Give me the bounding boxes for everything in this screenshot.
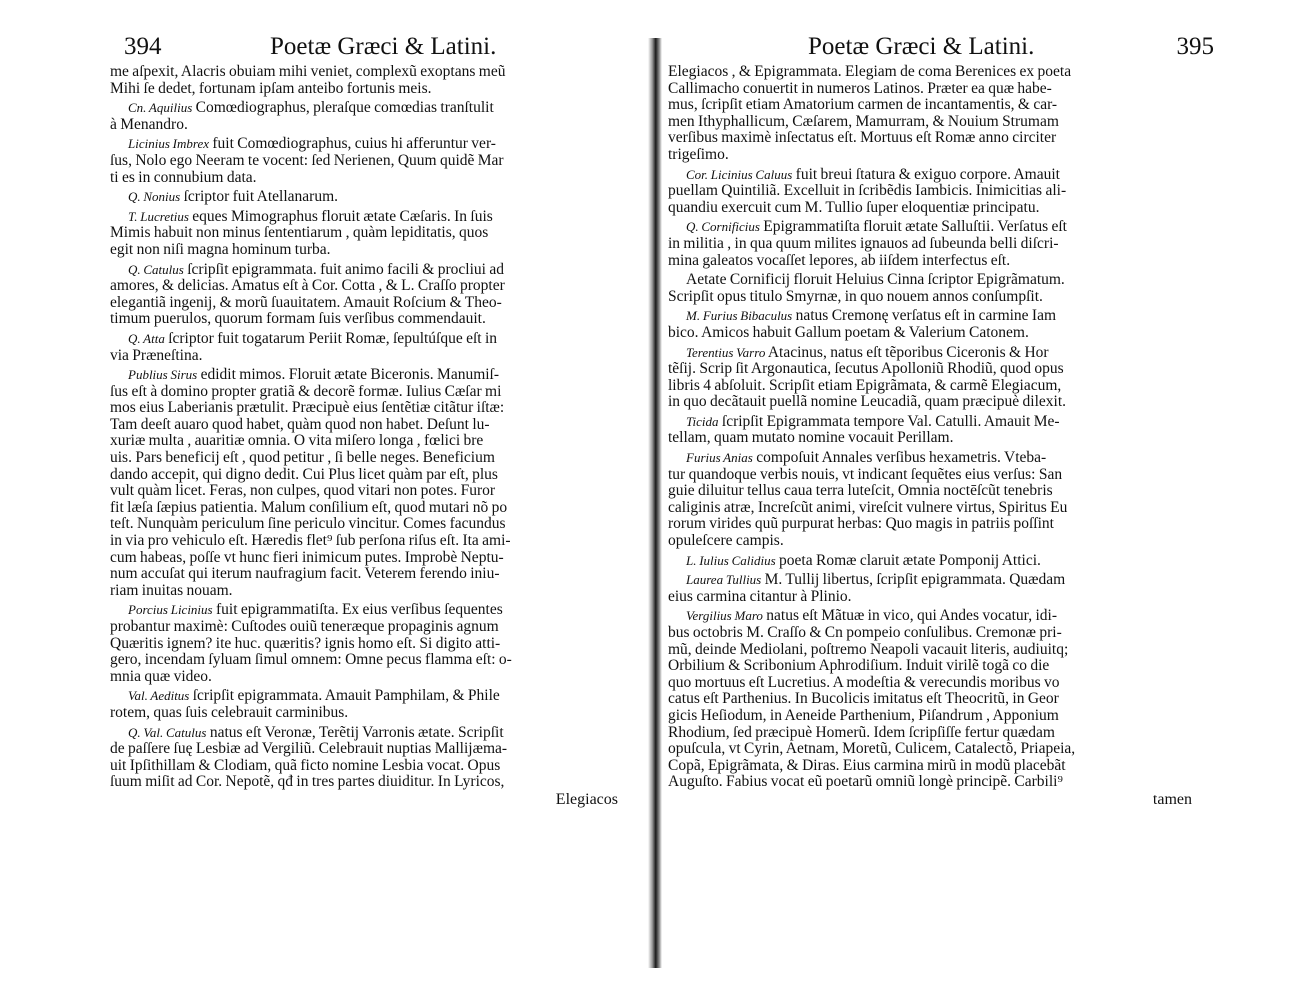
text-line [668, 200, 1214, 217]
text-line [668, 675, 1214, 692]
text-line [110, 170, 638, 187]
author-name: Val. Aeditus [128, 688, 190, 704]
text-line [668, 253, 1214, 270]
text-line [110, 652, 638, 669]
line-text: puellam Quintiliã. Excelluit in ſcribẽdis Iambicis. Inimicitias ali- [668, 182, 1067, 200]
author-name: Licinius Imbrex [128, 136, 209, 152]
line-text: tẽſij. Scrip ſit Argonautica, ſecutus Apolloniũ Rhodiũ, quod opus [668, 360, 1064, 378]
author-name: Laurea Tullius [686, 572, 762, 588]
line-text: ſcriptor fuit togatarum Periit Romæ, ſepultúſque eſt in [168, 329, 498, 347]
line-text: ſuum miſit ad Cor. Nepotẽ, qđ in tres partes diuiditur. In Lyricos, [110, 773, 505, 791]
text-line [110, 583, 638, 600]
text-line [110, 278, 638, 295]
author-name: Q. Val. Catulus [128, 724, 207, 740]
text-line [668, 430, 1214, 447]
right-page-text [668, 64, 1214, 791]
entry-paragraph [668, 64, 1214, 164]
text-line [668, 272, 1214, 289]
line-text: Callimacho conuertit in numeros Latinos. Præter ea quæ habe- [668, 79, 1052, 97]
text-line [668, 533, 1214, 550]
text-line [668, 130, 1214, 147]
text-line [110, 433, 638, 450]
book-gutter [648, 38, 662, 968]
text-line [110, 483, 638, 500]
line-text: riam inuitas nouam. [110, 581, 233, 599]
author-name: Furius Anias [686, 450, 753, 466]
text-line [668, 691, 1214, 708]
text-line [668, 64, 1214, 81]
line-text: probantur maximè: Cuſtodes ouiũ teneræque propaginis agnum [110, 618, 499, 635]
line-text: mus, ſcripſit etiam Amatorium carmen de incantamentis, & car- [668, 96, 1058, 114]
line-text: Mihi ſe dedet, fortunam ipſam anteibo fortunis meis. [110, 79, 432, 97]
text-line [668, 308, 1214, 325]
line-text: eques Mimographus floruit ætate Cæſaris. In ſuis [192, 207, 493, 225]
text-line [668, 516, 1214, 533]
text-line [668, 114, 1214, 131]
text-line [110, 619, 638, 636]
text-line [110, 311, 638, 328]
author-name: T. Lucretius [128, 208, 189, 224]
line-text: edidit mimos. Floruit ætate Biceronis. Manumiſ- [200, 366, 500, 384]
author-name: Cn. Aquilius [128, 100, 193, 116]
text-line [110, 384, 638, 401]
text-line [668, 345, 1214, 362]
right-page [664, 0, 1314, 1000]
entry-paragraph [668, 608, 1214, 791]
line-text: ſcripſit Epigrammata tempore Val. Catulli. Amauit Me- [721, 412, 1060, 430]
line-text: ſcripſit epigrammata. Amauit Pamphilam, & Phile [192, 687, 500, 705]
line-text: fuit Comœdiographus, cuius hi afferuntur ver- [212, 135, 496, 153]
text-line [110, 516, 638, 533]
text-line [110, 100, 638, 117]
text-line [668, 450, 1214, 467]
line-text: ſcripſit epigrammata. fuit animo facili & procliui ad [187, 260, 504, 278]
line-text: uis. Pars beneficij eſt , quod petitur , ſi belle neges. Beneficium [110, 449, 495, 467]
left-page-header [110, 30, 638, 64]
text-line [668, 167, 1214, 184]
text-line [110, 331, 638, 348]
line-text: vult quàm licet. Feras, non culpes, quod vitari non potes. Furor [110, 482, 496, 500]
line-text: num accuſat qui iterum naufragium facit. Veterem ferendo iniu- [110, 565, 500, 583]
line-text: Copã, Epigrãmata, & Diras. Eius carmina mirũ in modũ placebãt [668, 756, 1066, 774]
line-text: Scripſit opus titulo Smyrnæ, in quo nouem annos conſumpſit. [668, 287, 1043, 305]
line-text: ti es in connubium data. [110, 168, 257, 186]
line-text: poeta Romæ claruit ætate Pomponij Attici. [779, 551, 1041, 569]
text-line [668, 625, 1214, 642]
line-text: bus octobris M. Craſſo & Cn pompeio conſulibus. Cremonæ pri- [668, 624, 1062, 641]
line-text: xuriæ multa , auaritiæ omnia. O vita miſero longa , fœlici bre [110, 432, 484, 450]
line-text: in quo decãtauit puellã nomine Leucadiã, quam præcipuè dilexit. [668, 393, 1067, 411]
text-line [668, 394, 1214, 411]
line-text: teſt. Nunquàm periculum ſine periculo vincitur. Comes facundus [110, 515, 506, 533]
text-line [110, 550, 638, 567]
line-text: uit Ipſithillam & Clodiam, quã ficto nomine Lesbia vocat. Opus [110, 756, 501, 774]
text-line [110, 209, 638, 226]
line-text: catus eſt Parthenius. In Bucolicis imitatus eſt Theocritũ, in Geor [668, 690, 1059, 708]
line-text: quo mortuus eſt Lucretius. A modeſtia & verecundis moribus vo [668, 673, 1060, 691]
text-line [668, 608, 1214, 625]
entry-paragraph [110, 602, 638, 685]
text-line [110, 688, 638, 705]
line-text: mos eius Laberianis prætulit. Præcipuè eius ſentẽtiæ citãtur iſtæ: [110, 399, 505, 417]
text-line [110, 669, 638, 686]
line-text: fuit epigrammatiſta. Ex eius verſibus ſequentes [215, 601, 503, 619]
line-text: libris 4 abſoluit. Scripſit etiam Epigrãmata, & carmẽ Elegiacum, [668, 376, 1062, 394]
text-line [110, 153, 638, 170]
right-page-header [668, 30, 1214, 64]
text-line [110, 242, 638, 259]
text-line [110, 725, 638, 742]
author-name: Q. Cornificius [686, 219, 760, 235]
entry-paragraph [668, 553, 1214, 570]
text-line [110, 705, 638, 722]
text-line [668, 289, 1214, 306]
entry-paragraph [110, 136, 638, 186]
author-name: Publius Sirus [128, 367, 198, 383]
author-name: Q. Catulus [128, 261, 184, 277]
line-text: ſus, Nolo ego Neeram te vocent: ſed Nerienen, Quum quidẽ Mar [110, 151, 504, 169]
text-line [668, 553, 1214, 570]
line-text: Rhodium, ſed præcipuè Homerũ. Idem ſcripſiſſe fertur quædam [668, 723, 1055, 741]
text-line [668, 183, 1214, 200]
text-line [110, 774, 638, 791]
running-head: Poetæ Græci & Latini. [808, 33, 1035, 60]
entry-paragraph [668, 219, 1214, 269]
entry-paragraph [110, 100, 638, 133]
author-name: Q. Nonius [128, 189, 181, 205]
line-text: Quæritis ignem? ite huc. quæritis? ignis homo eſt. Si digito atti- [110, 634, 501, 652]
line-text: fit læſa ſæpius patientia. Malum conſilium eſt, quod mutari nõ po [110, 498, 508, 516]
text-line [110, 64, 638, 81]
line-text: guie diluitur tellus caua terra luteſcit, Omnia noctēſcũt tenebris [668, 482, 1053, 500]
line-text: natus eſt Veronæ, Terẽtij Varronis ætate. Scripſit [209, 723, 504, 741]
author-name: Q. Atta [128, 330, 165, 346]
line-text: tellam, quam mutato nomine vocauit Perillam. [668, 429, 954, 447]
text-line [668, 483, 1214, 500]
line-text: cum habeas, poſſe vt hunc fieri inimicum putes. Improbè Neptu- [110, 548, 504, 566]
text-line [110, 81, 638, 98]
catchword: tamen [1152, 790, 1192, 808]
text-line [668, 414, 1214, 431]
text-line [110, 500, 638, 517]
line-text: Aetate Cornificij floruit Heluius Cinna ſcriptor Epigrãmatum. [686, 271, 1065, 289]
text-line [668, 467, 1214, 484]
text-line [110, 225, 638, 242]
text-line [110, 602, 638, 619]
text-line [110, 136, 638, 153]
text-line [668, 325, 1214, 342]
line-text: amores, & delicias. Amatus eſt à Cor. Cotta , & L. Craſſo propter [110, 277, 505, 295]
line-text: caliginis atræ, Increſcũt animi, vireſcit vulnere virtus, Spiritus Eu [668, 498, 1068, 516]
entry-paragraph [668, 167, 1214, 217]
text-line [668, 500, 1214, 517]
text-line [110, 348, 638, 365]
line-text: compoſuit Annales verſibus hexametris. Vteba- [756, 449, 1047, 467]
text-line [668, 758, 1214, 775]
line-text: rotem, quas ſuis celebrauit carminibus. [110, 703, 349, 721]
entry-paragraph [110, 688, 638, 721]
entry-paragraph [110, 725, 638, 791]
line-text: natus eſt Mãtuæ in vico, qui Andes vocatur, idi- [766, 607, 1057, 625]
text-line [668, 741, 1214, 758]
catchword: Elegiacos [555, 790, 618, 808]
line-text: in via pro vehiculo eſt. Hæredis flet⁹ ſub perſona riſus eſt. Ita ami- [110, 532, 511, 550]
line-text: fuit breui ſtatura & exiguo corpore. Amauit [795, 165, 1060, 183]
text-line [110, 367, 638, 384]
page-number: 395 [1176, 33, 1214, 60]
author-name: Porcius Licinius [128, 602, 213, 618]
line-text: men Ithyphallicum, Cæſarem, Mamurram, & Nouium Strumam [668, 112, 1059, 130]
text-line [668, 219, 1214, 236]
line-text: ſus eſt à domino propter gratiã & decorẽ formæ. Iulius Cæſar mi [110, 382, 502, 400]
line-text: rorum virides quũ purpurat herbas: Quo magis in patriis poſſint [668, 515, 1054, 533]
line-text: ſcriptor fuit Atellanarum. [183, 188, 338, 206]
left-page-text [110, 64, 638, 791]
line-text: à Menandro. [110, 115, 188, 133]
entry-paragraph [668, 308, 1214, 341]
page-number: 394 [124, 33, 162, 60]
entry-paragraph [110, 331, 638, 364]
line-text: mina galeatos vocaſſet lepores, ab iiſdem interfectus eſt. [668, 251, 1011, 269]
text-line [668, 361, 1214, 378]
line-text: mnia quæ video. [110, 667, 212, 685]
entry-paragraph [668, 450, 1214, 550]
entry-paragraph [110, 209, 638, 259]
entry-paragraph [668, 414, 1214, 447]
text-line [668, 642, 1214, 659]
line-text: Atacinus, natus eſt tẽporibus Ciceronis & Hor [767, 343, 1049, 361]
line-text: Auguſto. Fabius vocat eũ poetarũ omniũ longè principẽ. Carbili⁹ [668, 773, 1063, 791]
text-line [110, 400, 638, 417]
line-text: Elegiacos , & Epigrammata. Elegiam de coma Berenices ex poeta [668, 63, 1072, 80]
text-line [668, 725, 1214, 742]
author-name: Cor. Licinius Caluus [686, 166, 793, 182]
text-line [110, 566, 638, 583]
text-line [668, 236, 1214, 253]
line-text: tur quandoque verbis nouis, vt indicant ſequẽtes eius verſus: San [668, 465, 1063, 483]
text-line [668, 572, 1214, 589]
text-line [110, 758, 638, 775]
running-head: Poetæ Græci & Latini. [270, 33, 497, 60]
text-line [110, 636, 638, 653]
line-text: bico. Amicos habuit Gallum poetam & Valerium Catonem. [668, 323, 1029, 341]
author-name: L. Iulius Calidius [686, 552, 776, 568]
line-text: Mimis habuit non minus ſententiarum , quàm lepiditatis, quos [110, 224, 489, 242]
text-line [110, 417, 638, 434]
left-page [0, 0, 650, 1000]
line-text: me aſpexit, Alacris obuiam mihi veniet, complexũ exoptans meũ [110, 63, 506, 80]
line-text: M. Tullij libertus, ſcripſit epigrammata. Quædam [764, 571, 1066, 589]
entry-paragraph [110, 367, 638, 599]
entry-paragraph [110, 189, 638, 206]
line-text: mũ, deinde Mediolani, poſtremo Neapoli vacauit literis, audiuitq; [668, 640, 1069, 658]
text-line [110, 262, 638, 279]
text-line [668, 81, 1214, 98]
line-text: eius carmina citantur à Plinio. [668, 587, 852, 605]
entry-paragraph [668, 345, 1214, 411]
text-line [110, 741, 638, 758]
text-line [668, 97, 1214, 114]
line-text: natus Cremonę verſatus eſt in carmine Iam [795, 307, 1057, 325]
line-text: gero, incendam ſyluam ſimul omnem: Omne pecus flamma eſt: o- [110, 651, 512, 669]
line-text: trigeſimo. [668, 145, 729, 163]
line-text: Comœdiographus, pleraſque comœdias tranſtulit [195, 99, 494, 117]
line-text: gicis Heſiodum, in Aeneide Parthenium, Piſandrum , Apponium [668, 706, 1059, 724]
line-text: timum puerulos, quorum formam ſuis verſibus commendauit. [110, 310, 486, 328]
author-name: Ticida [686, 413, 719, 429]
line-text: Orbilium & Scribonium Aphrodiſium. Induit virilẽ togã co die [668, 657, 1050, 675]
line-text: de paſſere ſuę Lesbiæ ad Vergiliũ. Celebrauit nuptias Mallijæma- [110, 740, 508, 758]
text-line [110, 467, 638, 484]
line-text: opuleſcere campis. [668, 532, 784, 550]
text-line [668, 774, 1214, 791]
text-line [110, 295, 638, 312]
entry-paragraph [668, 272, 1214, 305]
line-text: quandiu exercuit cum M. Tullio ſuper eloquentiæ principatu. [668, 198, 1040, 216]
author-name: M. Furius Bibaculus [686, 308, 793, 324]
text-line [110, 533, 638, 550]
line-text: Tam deeſt auaro quod habet, quàm quod non habet. Deſunt lu- [110, 415, 490, 433]
text-line [668, 658, 1214, 675]
line-text: in militia , in qua quum milites ignauos ad ſubeunda belli diſcri- [668, 234, 1059, 252]
line-text: egit non niſi magna hominum turba. [110, 240, 331, 258]
line-text: Epigrammatiſta floruit ætate Salluſtii. Verſatus eſt [763, 218, 1067, 236]
text-line [668, 708, 1214, 725]
line-text: opuſcula, vt Cyrin, Aetnam, Moretũ, Culicem, Catalectõ, Priapeia, [668, 740, 1076, 758]
entry-paragraph [110, 64, 638, 97]
text-line [668, 378, 1214, 395]
author-name: Vergilius Maro [686, 608, 763, 624]
line-text: verſibus maximè inſectatus eſt. Mortuus eſt Romæ anno circiter [668, 129, 1057, 147]
text-line [110, 117, 638, 134]
text-line [668, 589, 1214, 606]
text-line [668, 147, 1214, 164]
author-name: Terentius Varro [686, 344, 766, 360]
line-text: elegantiã ingenij, & morũ ſuauitatem. Amauit Roſcium & Theo- [110, 293, 502, 311]
line-text: dando accepit, qui digno dedit. Cui Plus licet quàm par eſt, plus [110, 465, 498, 483]
line-text: via Præneſtina. [110, 346, 203, 364]
entry-paragraph [668, 572, 1214, 605]
text-line [110, 450, 638, 467]
text-line [110, 189, 638, 206]
entry-paragraph [110, 262, 638, 328]
